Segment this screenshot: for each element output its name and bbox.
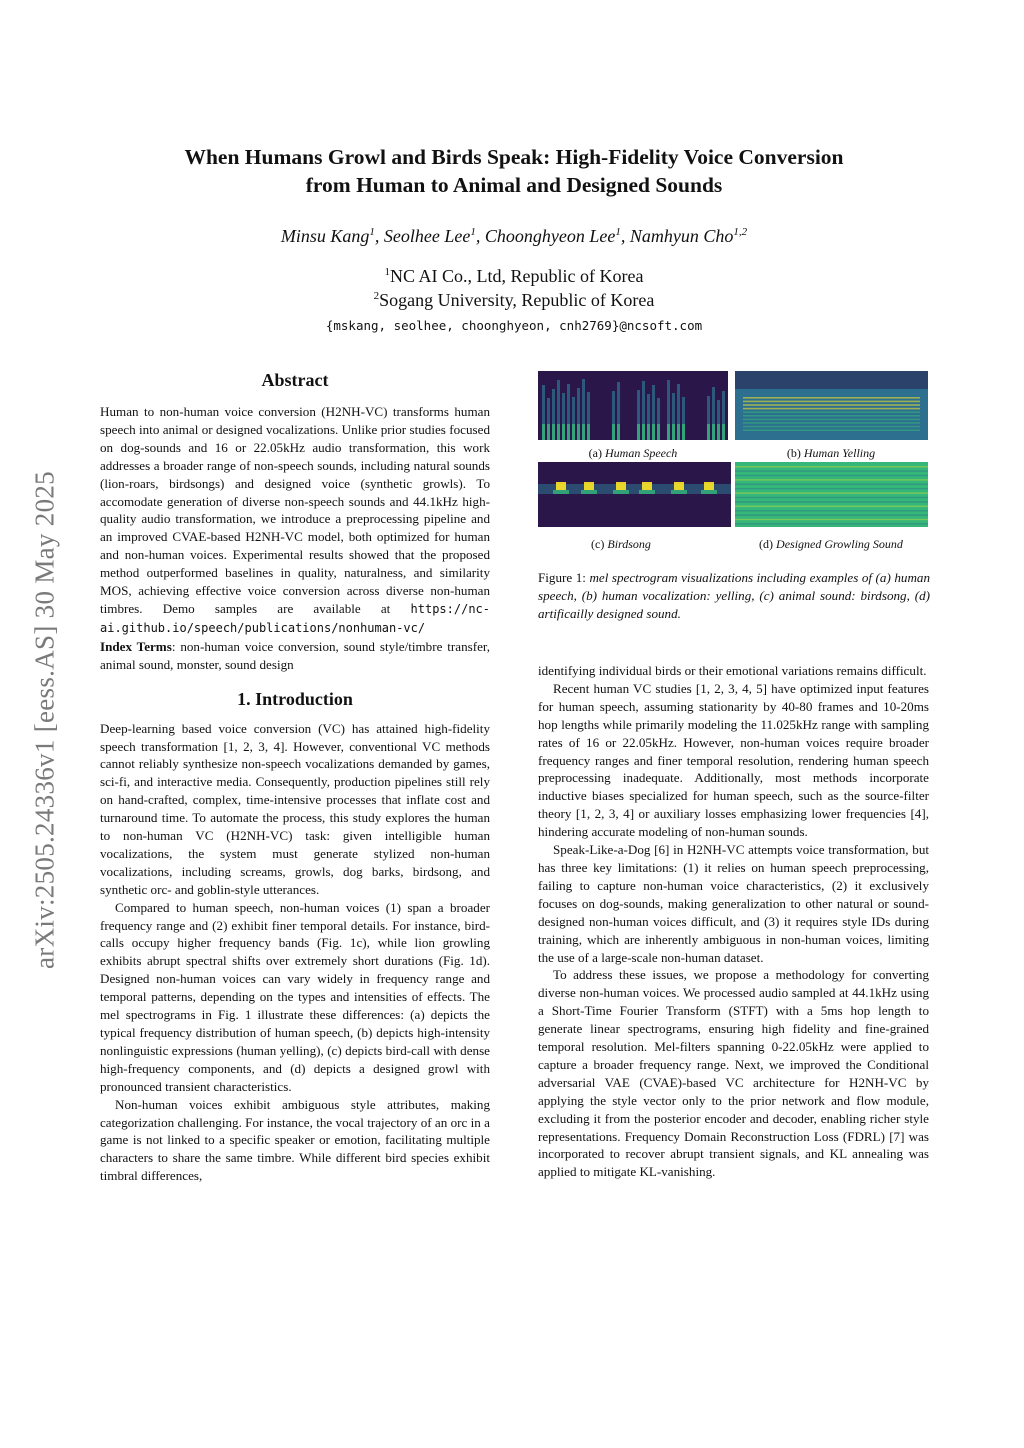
growl-texture-band [735,519,928,520]
intro-paragraph: identifying individual birds or their emotional variations remains difficult. [538,663,927,678]
birdsong-chirp-tail [671,490,687,494]
speech-harmonic-low [722,424,725,440]
author-name: Choonghyeon Lee [484,226,616,246]
affiliation-mark: 2 [373,290,380,302]
birdsong-chirp [584,482,594,490]
growl-texture-band [735,484,928,485]
author-affiliation-mark: 1 [369,226,375,238]
birdsong-chirp-tail [639,490,655,494]
figure-caption-body: mel spectrogram visualizations including examples of (a) human speech, (b) human vocalization: yelling, (c) animal sound: birdsong, (d) artificailly designed sound. [538,570,930,621]
speech-harmonic-low [642,424,645,440]
affiliation-2 [100,288,928,312]
growl-texture-band [735,523,928,524]
harmonic-band [743,408,920,410]
index-terms-label: Index Terms [100,638,172,654]
subfigure-letter: (a) [588,446,602,460]
intro-paragraph: Compared to human speech, non-human voices (1) span a broader frequency range and (2) exhibit finer temporal details. For instance, bird-calls occupy higher frequency bands (Fig. 1c), while lion growling exhibits abrupt spectral shifts over extremely short durations (Fig. 1d). Designed non-human voices can vary widely in frequency range and temporal patterns, depending on the types and intensities of effects. The mel spectrograms in Fig. 1 illustrate these differences: (a) depicts the typical frequency distribution of human speech, (b) depicts high-intensity nonlinguistic expressions (human yelling), (c) depicts bird-call with dense high-frequency components, and (d) depicts a designed growl with pronounced transient characteristics. [100,899,490,1094]
demo-url-link[interactable]: https://nc-ai.github.io/speech/publications/nonhuman-vc/ [100,601,490,635]
title-line-1: When Humans Growl and Birds Speak: High-Fidelity Voice Conversion [184,145,844,169]
intro-paragraph: Deep-learning based voice conversion (VC) has attained high-fidelity speech transformation [1, 2, 3, 4]. However, conventional VC methods cannot reliably synthesize non-speech vocalizations demanded by games, sci-fi, and interactive media. Consequently, production pipelines still rely on hand-crafted, complex, time-intensive processes that inflate cost and turnaround time. To automate the process, this study explores the human to non-human VC (H2NH-VC) task: given intelligible human vocalizations, the system must generate stylized non-human vocalizations, including screams, growls, dog barks, birdsong, and synthetic orc- and goblin-style utterances. [100,720,490,897]
author-emails: {mskang, seolhee, choonghyeon, cnh2769}@ncsoft.com [325,318,703,333]
subfigure-caption-d [731,536,931,552]
speech-harmonic-low [667,424,670,440]
intro-paragraph: Recent human VC studies [1, 2, 3, 4, 5] have optimized input features for human speech, assuming stationarity by 40-80 frames and 10-20ms hop lengths while primarily modeling the 11.025kHz range with sampling rates of 16 or 22.05kHz. However, non-human voices require broader frequency ranges and finer temporal resolution, rendering human speech preprocessing inadequate. Additionally, most methods incorporate inductive biases specialized for human speech, such as the source-filter theory [1, 2, 3, 4] or auxiliary losses emphasizing lower frequencies [4], hindering accurate modeling of non-human sounds. [538,680,929,840]
birdsong-chirp [674,482,684,490]
subfigure-caption-b [731,445,931,461]
index-terms [100,638,490,674]
speech-harmonic-low [557,424,560,440]
growl-texture-band [735,514,928,515]
speech-harmonic-low [707,424,710,440]
intro-paragraph: Non-human voices exhibit ambiguous style attributes, making categorization challenging. For instance, the vocal trajectory of an orc in a game is not linked to a specific speaker or emotion, facilitating multiple characters to share the same timbre. While different bird species exhibit timbral differences, [100,1096,490,1184]
speech-harmonic-low [572,424,575,440]
subfigure-caption-c [521,536,721,552]
abstract-heading: Abstract [261,370,329,390]
speech-harmonic-low [547,424,550,440]
birdsong-chirp-tail [581,490,597,494]
spectrogram-birdsong [538,462,731,527]
subfigure-caption-a [533,445,733,461]
author-affiliation-mark: 1 [470,226,476,238]
birdsong-chirp [556,482,566,490]
harmonic-band [743,415,920,417]
speech-harmonic-low [552,424,555,440]
growl-texture-band [735,492,928,493]
intro-paragraph: Speak-Like-a-Dog [6] in H2NH-VC attempts voice transformation, but has three key limitations: (1) it relies on human speech preprocessing, failing to capture non-human voice characteristics, (2) it exclusively focuses on dog-sounds, making generalization to other natural or sound-designed non-human voices difficult, and (3) it requires style IDs during training, which are inherently ambiguous in non-human voices, limiting the use of a large-scale non-human dataset. [538,842,929,965]
harmonic-band [743,426,920,428]
speech-harmonic-low [677,424,680,440]
growl-texture-band [735,501,928,502]
right-column [538,662,929,1181]
speech-harmonic-low [577,424,580,440]
spectrogram-human-yelling [735,371,928,440]
author-name: Namhyun Cho [629,226,734,246]
birdsong-chirp-tail [553,490,569,494]
birdsong-chirp-tail [613,490,629,494]
author-affiliation-mark: 1,2 [733,226,748,238]
speech-harmonic-low [652,424,655,440]
speech-harmonic-low [717,424,720,440]
spectrogram-human-speech [538,371,728,440]
figure-caption-prefix: Figure 1: [538,570,586,585]
growl-texture-band [735,497,928,498]
subfigure-letter: (b) [786,446,801,460]
speech-harmonic-low [587,424,590,440]
growl-texture-band [735,506,928,507]
growl-texture-band [735,488,928,489]
affiliation-text: NC AI Co., Ltd, Republic of Korea [390,266,644,286]
affiliation-1 [100,264,928,288]
harmonic-band [743,429,920,431]
growl-texture-band [735,470,928,471]
high-band-shade [735,371,928,389]
subfigure-letter: (c) [591,537,605,551]
speech-harmonic-low [712,424,715,440]
paper-title [100,143,928,199]
speech-harmonic-low [562,424,565,440]
intro-paragraph: To address these issues, we propose a methodology for converting diverse non-human voices. We processed audio sampled at 44.1kHz using a Short-Time Fourier Transform (STFT) with a 5ms hop length to generate linear spectrograms, ensuring high fidelity and fine-grained temporal resolution. Mel-filters spanning 0-22.05kHz were applied to capture a broader frequency range. Next, we improved the Conditional adversarial VAE (CVAE)-based VC architecture for H2NH-VC by applying the style vector only to the prior network and flow module, excluding it from the posterior encoder and decoder, enabling richer style representations. Frequency Domain Reconstruction Loss (FDRL) [7] was incorporated to recover abrupt transient signals, and KL annealing was applied to mitigate KL-vanishing. [538,967,929,1180]
speech-harmonic-low [582,424,585,440]
subfigure-label: Designed Growling Sound [776,537,903,551]
growl-texture-band [735,479,928,480]
author-name: Minsu Kang [280,226,370,246]
subfigure-letter: (d) [759,537,774,551]
author-name: Seolhee Lee [383,226,471,246]
left-column [100,368,490,1185]
birdsong-chirp [642,482,652,490]
abstract-body: Human to non-human voice conversion (H2NH-VC) transforms human speech into animal or designed vocalizations. Unlike prior studies focused on dog-sounds and 16 or 22.05kHz audio transformation, this work addresses a broader range of non-speech sounds, including natural sounds (lion-roars, birdsongs) and designed voice (synthetic growls). To accomodate generation of diverse non-speech sounds and 44.1kHz high-quality audio transformation, we introduce a preprocessing pipeline and an improved CVAE-based H2NH-VC model, both optimized for human and non-human voices. Experimental results showed that the proposed method outperformed baselines in quality, naturalness, and similarity MOS, achieving effective voice conversion across diverse non-human timbres. Demo samples are available at [100,404,490,616]
figure-caption [538,569,930,623]
spectrogram-background [538,462,731,527]
speech-harmonic-low [672,424,675,440]
speech-harmonic-low [612,424,615,440]
subfigure-label: Human Yelling [803,446,876,460]
harmonic-band [743,404,920,406]
index-terms-text: : non-human voice conversion, sound style/timbre transfer, animal sound, monster, sound design [100,638,491,672]
speech-harmonic-low [567,424,570,440]
harmonic-band [743,397,920,399]
title-line-2: from Human to Animal and Designed Sounds [305,173,723,197]
speech-harmonic-low [542,424,545,440]
speech-harmonic-low [657,424,660,440]
birdsong-chirp [616,482,626,490]
affiliation-text: Sogang University, Republic of Korea [379,290,655,310]
subfigure-label: Birdsong [607,537,651,551]
growl-texture-band [735,510,928,511]
speech-harmonic-low [617,424,620,440]
author-list: Minsu Kang$^1$, Seolhee Lee$^1$, Choonghyeon Lee$^1$, Namhyun Cho$^{1,2}$ [280,226,748,246]
harmonic-band [743,401,920,403]
spectrogram-background [538,371,728,440]
harmonic-band [743,422,920,424]
speech-harmonic-low [682,424,685,440]
affiliation-mark: 1 [384,266,391,278]
subfigure-label: Human Speech [605,446,678,460]
birdsong-chirp [704,482,714,490]
spectrogram-designed-growl [735,462,928,527]
growl-texture-band [735,466,928,467]
harmonic-band [743,411,920,413]
speech-harmonic-low [647,424,650,440]
growl-texture-band [735,475,928,476]
harmonic-band [743,419,920,421]
speech-harmonic-low [637,424,640,440]
author-affiliation-mark: 1 [615,226,621,238]
abstract-text [100,403,490,638]
arxiv-side-stamp: arXiv:2505.24336v1 [eess.AS] 30 May 2025 [29,471,60,969]
introduction-heading: 1. Introduction [237,688,353,709]
birdsong-chirp-tail [701,490,717,494]
